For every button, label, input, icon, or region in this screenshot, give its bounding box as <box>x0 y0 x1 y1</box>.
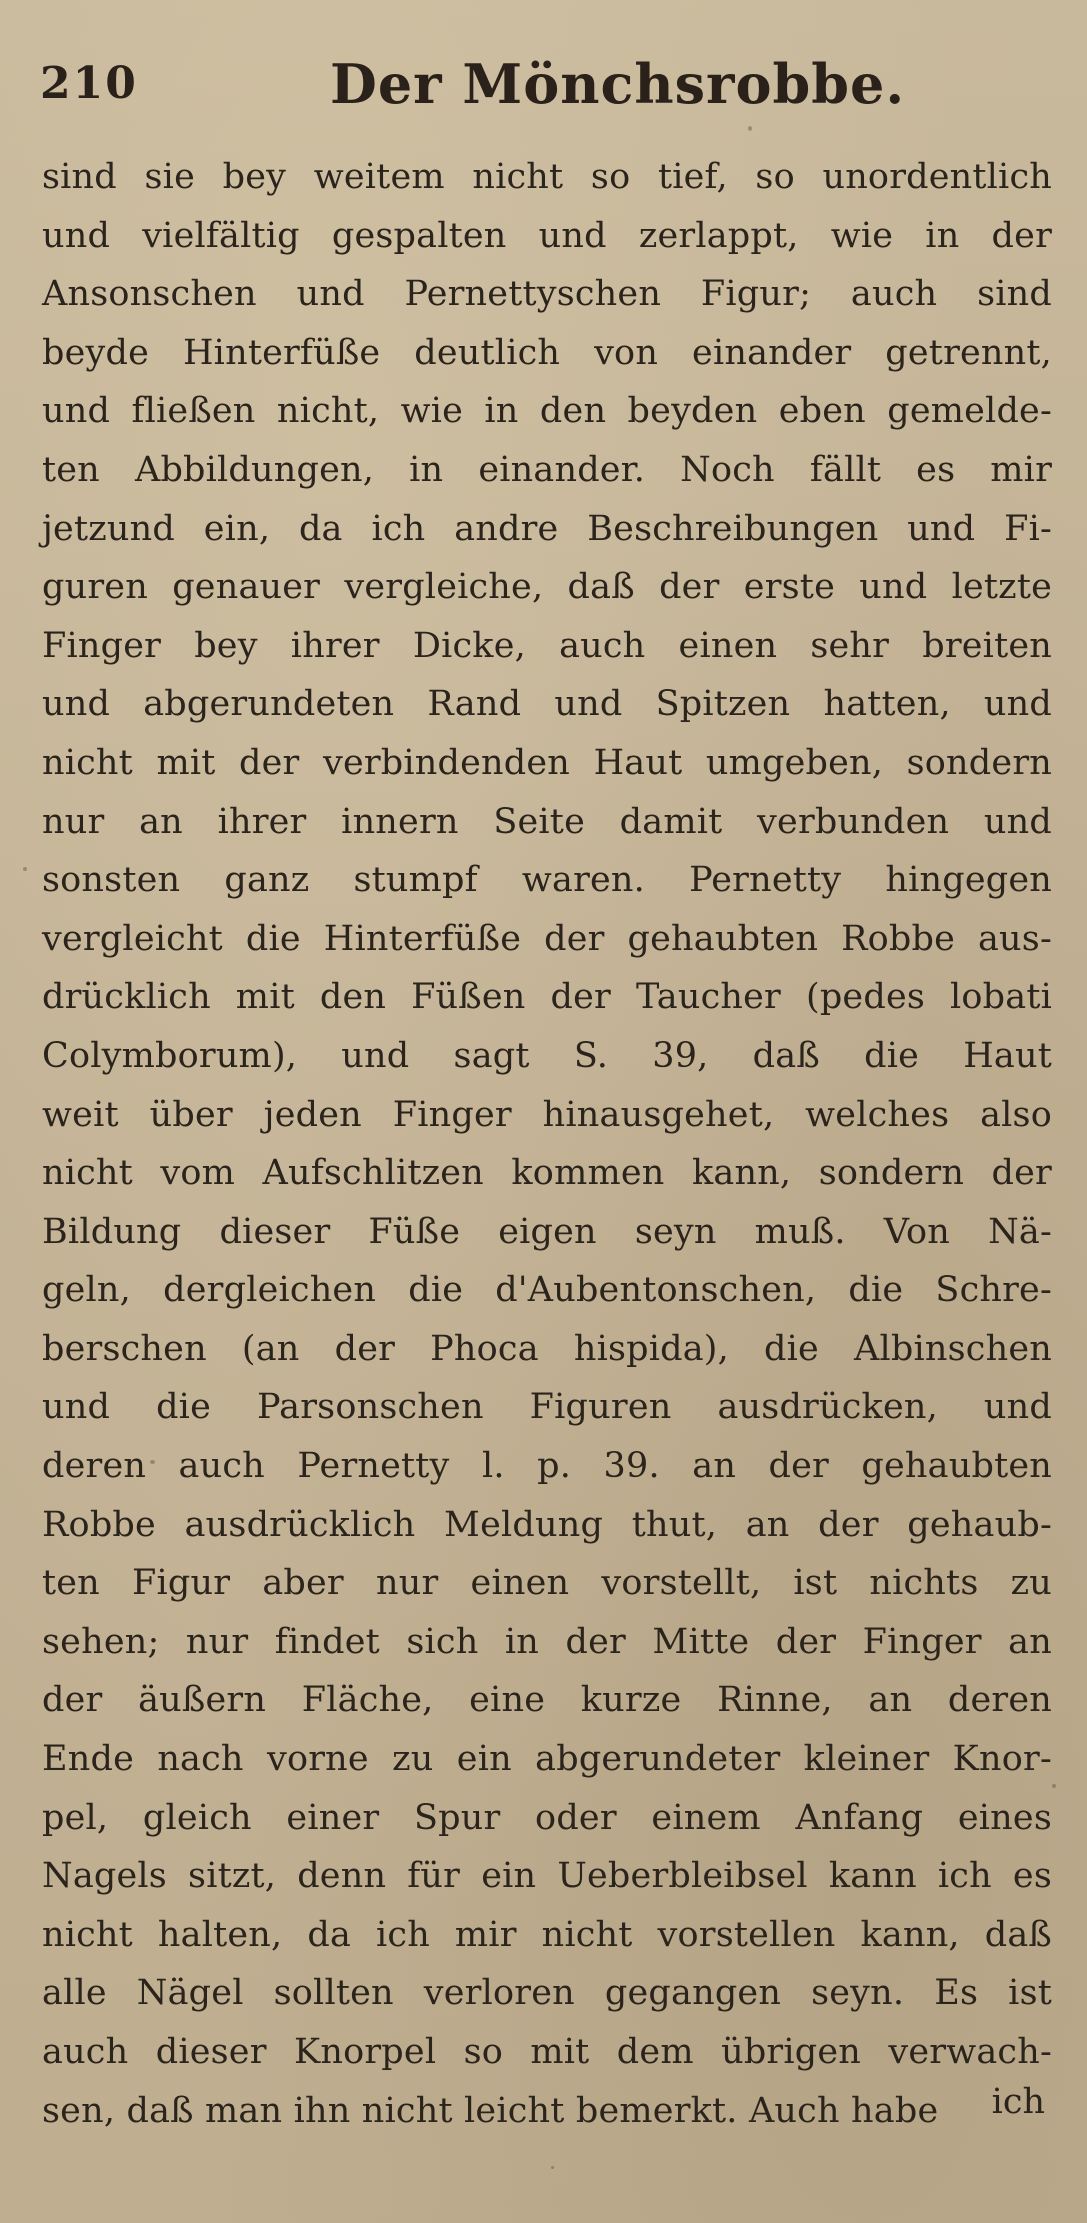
text-line: berschen (an der Phoca hispida), die Albinschen <box>42 1328 1052 1369</box>
text-line: vergleicht die Hinterfüße der gehaubten Robbe aus- <box>42 918 1052 959</box>
text-line: und fließen nicht, wie in den beyden eben gemelde- <box>42 391 1052 432</box>
text-line: nicht vom Aufschlitzen kommen kann, sondern der <box>42 1153 1052 1194</box>
running-title: Der Mönchsrobbe. <box>330 52 906 116</box>
text-line: Bildung dieser Füße eigen seyn muß. Von Nä- <box>42 1211 1052 1252</box>
text-line: drücklich mit den Füßen der Taucher (pedes lobati <box>42 977 1052 1018</box>
text-line: nicht mit der verbindenden Haut umgeben, sondern <box>42 742 1052 783</box>
text-line: Robbe ausdrücklich Meldung thut, an der gehaub- <box>42 1504 1052 1545</box>
text-line: und vielfältig gespalten und zerlappt, wie in der <box>42 215 1052 256</box>
text-line: Colymborum), und sagt S. 39, daß die Haut <box>42 1035 1052 1076</box>
text-line: sen, daß man ihn nicht leicht bemerkt. Auch habe <box>42 2090 939 2131</box>
text-line: geln, dergleichen die d'Aubentonschen, die Schre- <box>42 1270 1052 1311</box>
paper-speck <box>748 126 752 131</box>
text-line: Nagels sitzt, denn für ein Ueberbleibsel kann ich es <box>42 1856 1052 1897</box>
text-line: Finger bey ihrer Dicke, auch einen sehr breiten <box>42 625 1052 666</box>
text-line: sonsten ganz stumpf waren. Pernetty hingegen <box>42 860 1052 901</box>
text-line: ten Figur aber nur einen vorstellt, ist nichts zu <box>42 1563 1052 1604</box>
text-line: weit über jeden Finger hinausgehet, welches also <box>42 1094 1052 1135</box>
body-text <box>42 148 1052 2140</box>
text-line: der äußern Fläche, eine kurze Rinne, an deren <box>42 1680 1052 1721</box>
text-line: Ansonschen und Pernettyschen Figur; auch sind <box>42 274 1052 315</box>
text-line: und die Parsonschen Figuren ausdrücken, und <box>42 1387 1052 1428</box>
text-line: und abgerundeten Rand und Spitzen hatten, und <box>42 684 1052 725</box>
text-line: guren genauer vergleiche, daß der erste und letzte <box>42 567 1052 608</box>
text-line: alle Nägel sollten verloren gegangen seyn. Es ist <box>42 1973 1052 2014</box>
text-line: nicht halten, da ich mir nicht vorstellen kann, daß <box>42 1914 1052 1955</box>
text-line: sind sie bey weitem nicht so tief, so unordentlich <box>42 157 1052 197</box>
paper-speck <box>551 2166 554 2169</box>
page-header <box>40 52 1050 122</box>
page-number: 210 <box>40 58 138 109</box>
text-line: pel, gleich einer Spur oder einem Anfang eines <box>42 1797 1052 1838</box>
catchword: ich <box>991 2082 1045 2122</box>
paper-speck <box>23 867 27 871</box>
text-line: auch dieser Knorpel so mit dem übrigen verwach- <box>42 2032 1052 2072</box>
text-line: nur an ihrer innern Seite damit verbunden und <box>42 801 1052 842</box>
text-line: jetzund ein, da ich andre Beschreibungen und Fi- <box>42 508 1052 549</box>
text-line: Ende nach vorne zu ein abgerundeter kleiner Knor- <box>42 1739 1052 1780</box>
text-line: ten Abbildungen, in einander. Noch fällt es mir <box>42 449 1052 490</box>
text-line: deren auch Pernetty l. p. 39. an der gehaubten <box>42 1446 1052 1487</box>
text-line: beyde Hinterfüße deutlich von einander getrennt, <box>42 332 1052 373</box>
paper-speck <box>150 1460 155 1464</box>
paper-speck <box>1052 1784 1056 1788</box>
text-line: sehen; nur findet sich in der Mitte der Finger an <box>42 1621 1052 1662</box>
